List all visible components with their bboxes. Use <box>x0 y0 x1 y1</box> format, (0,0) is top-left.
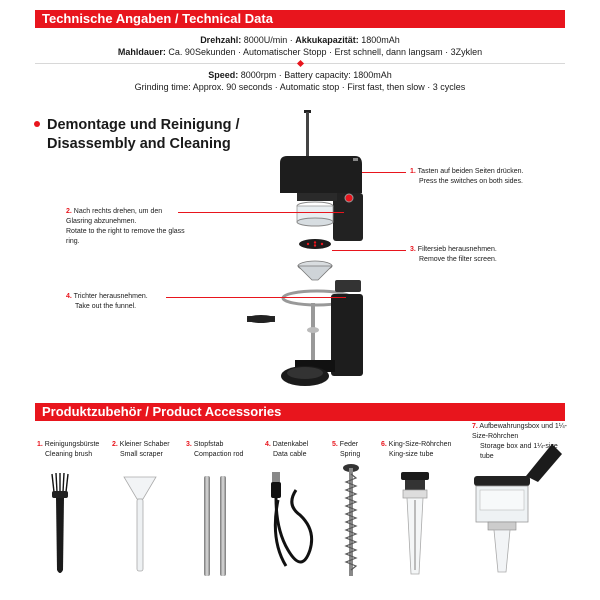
accessory-7-label: 7. Aufbewahrungsbox und 1¼-Size-Röhrchen Storage box and 1¼-size tube <box>472 423 567 460</box>
callout-line <box>332 250 406 251</box>
tube-icon <box>395 470 435 580</box>
callout-step-2: 2. Nach rechts drehen, um den Glasring abzunehmen. Rotate to the right to remove the glass ring. <box>66 207 186 247</box>
plunger-rod-icon <box>304 110 311 160</box>
accessories-banner: Produktzubehör / Product Accessories <box>35 403 565 421</box>
accessory-5-label: 5. Feder Spring <box>332 441 361 458</box>
callout-line <box>166 297 346 298</box>
grinder-head-icon <box>280 156 363 241</box>
spec-en-line-1: Speed: 8000rpm · Battery capacity: 1800mAh <box>208 70 392 80</box>
rod-icon <box>198 474 232 578</box>
bullet-icon <box>34 121 40 127</box>
callout-step-4: 4. Trichter herausnehmen. Take out the funnel. <box>66 292 216 312</box>
callout-line <box>362 172 406 173</box>
spec-separator <box>35 63 565 64</box>
filter-screen-icon <box>299 239 331 249</box>
grinder-base-icon <box>247 280 363 386</box>
glass-ring-icon <box>297 202 333 226</box>
storage-box-icon <box>466 440 566 580</box>
brush-icon <box>40 470 80 580</box>
grinder-exploded-illustration <box>235 108 385 398</box>
cable-icon <box>266 470 316 580</box>
callout-step-3: 3. Filtersieb herausnehmen. Remove the filter screen. <box>410 245 560 265</box>
spec-en-line-2: Grinding time: Approx. 90 seconds · Automatic stop · First fast, then slow · 3 cycles <box>134 82 466 92</box>
accessory-3-label: 3. Stopfstab Compaction rod <box>186 441 244 458</box>
funnel-icon <box>298 261 332 280</box>
callout-line <box>178 212 344 213</box>
accessory-2-label: 2. Kleiner Schaber Small scraper <box>112 441 170 458</box>
spring-icon <box>340 462 362 580</box>
accessory-6-label: 6. King-Size-Röhrchen King-size tube <box>381 441 452 458</box>
spec-de-line-1: Drehzahl: 8000U/min · Akkukapazität: 1800mAh <box>200 35 400 45</box>
spec-de-line-2: Mahldauer: Ca. 90Sekunden · Automatischer Stopp · Erst schnell, dann langsam · 3Zyklen <box>117 47 483 57</box>
scraper-icon <box>120 475 160 575</box>
callout-step-1: 1. Tasten auf beiden Seiten drücken. Press the switches on both sides. <box>410 167 560 187</box>
accessory-4-label: 4. Datenkabel Data cable <box>265 441 309 458</box>
accessory-1-label: 1. Reinigungsbürste Cleaning brush <box>37 441 100 458</box>
technical-data-banner: Technische Angaben / Technical Data <box>35 10 565 28</box>
cleaning-title: Demontage und Reinigung / Disassembly and Cleaning <box>34 116 240 154</box>
